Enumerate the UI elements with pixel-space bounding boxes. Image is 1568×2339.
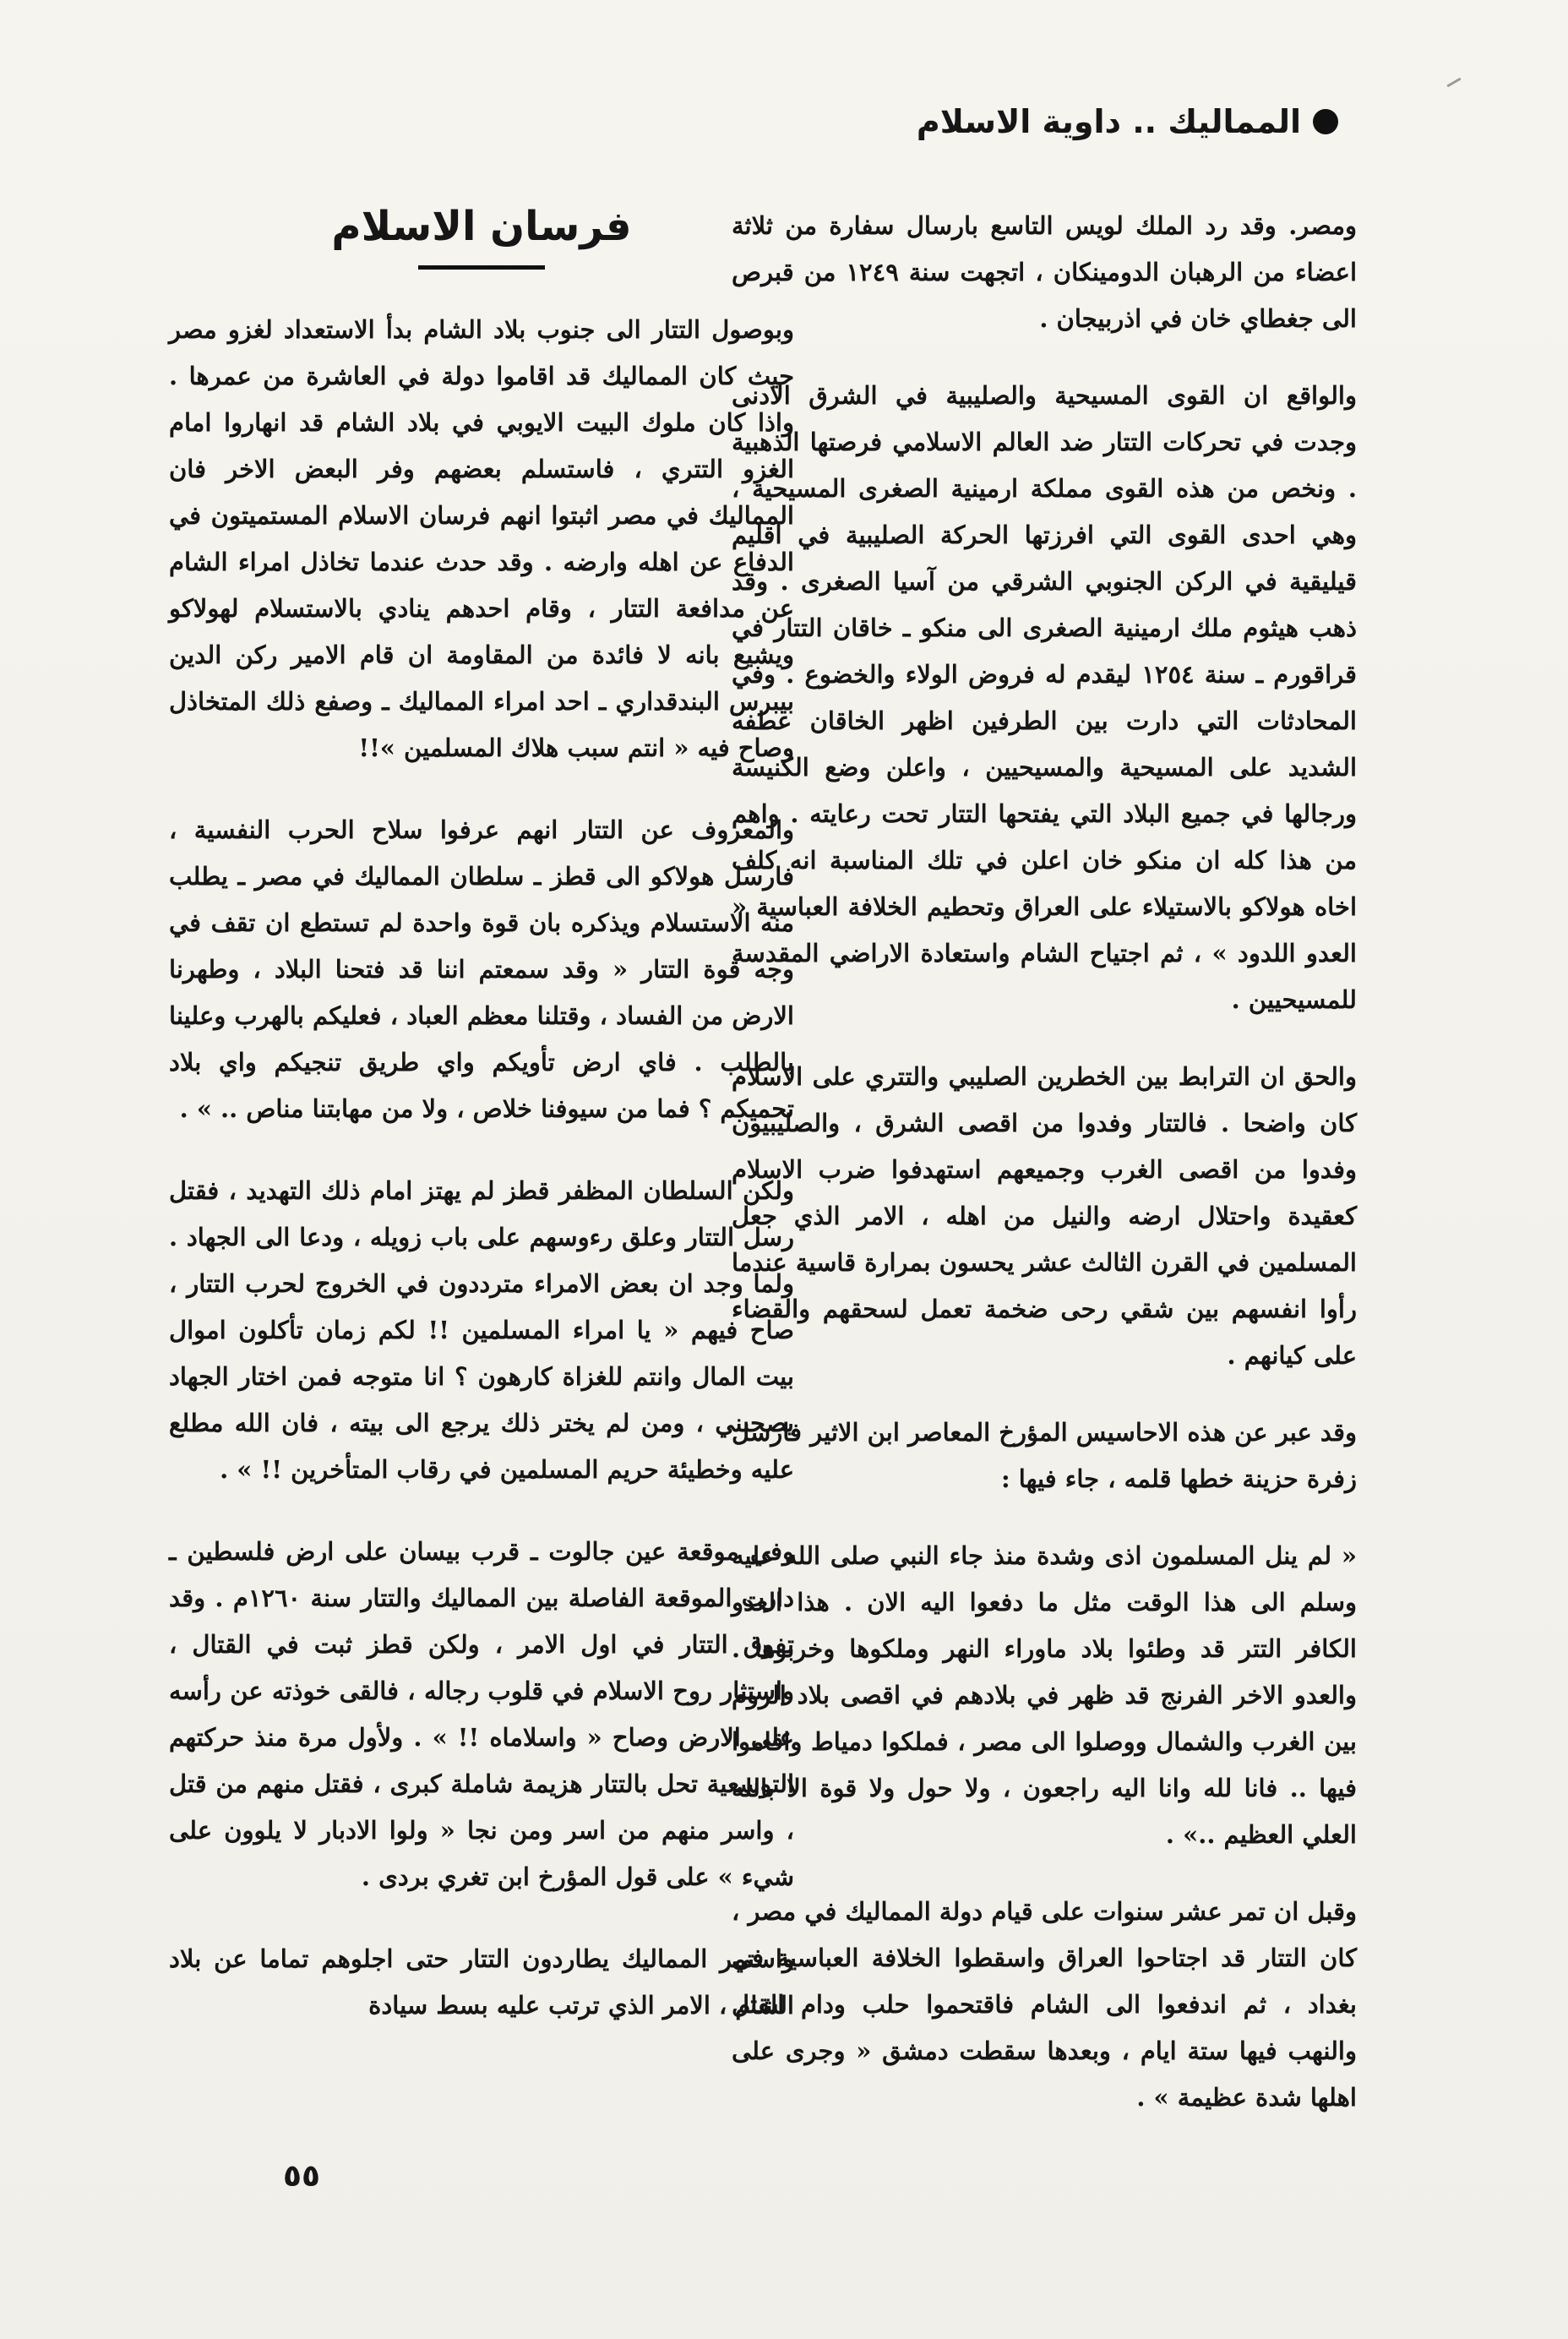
right-column	[732, 203, 1357, 2151]
paragraph: ولكن السلطان المظفر قطز لم يهتز امام ذلك التهديد ، فقتل رسل التتار وعلق رءوسهم على باب زويله ، ودعا الى الجهاد . ولما وجد ان بعض الامراء مترددون في الخروج لحرب التتار ، صاح فيهم « يا امراء المسلمين !! لكم زمان تأكلون اموال بيت المال وانتم للغزاة كارهون ؟ انا متوجه فمن اختار الجهاد يصحبني ، ومن لم يختر ذلك يرجع الى بيته ، فان الله مطلع عليه وخطيئة حريم المسلمين في رقاب المتأخرين !! » .	[169, 1176, 794, 1484]
paragraph: واستمر المماليك يطاردون التتار حتى اجلوهم تماما عن بلاد الشام ، الامر الذي ترتب عليه بسط سيادة	[169, 1944, 794, 2020]
bullet-icon	[1313, 109, 1338, 134]
paragraph: وقد عبر عن هذه الاحاسيس المؤرخ المعاصر ابن الاثير فارسل زفرة حزينة خطها قلمه ، جاء فيها :	[732, 1418, 1357, 1493]
left-column	[169, 203, 794, 2064]
running-head	[917, 103, 1338, 140]
paragraph: والواقع ان القوى المسيحية والصليبية في الشرق الادنى وجدت في تحركات التتار ضد العالم الاسلامي فرصتها الذهبية . ونخص من هذه القوى مملكة ارمينية الصغرى المسيحية ، وهي احدى القوى التي افرزتها الحركة الصليبية في اقليم قيليقية في الركن الجنوبي الشرقي من آسيا الصغرى . وقد ذهب هيثوم ملك ارمينية الصغرى الى منكو ـ خاقان التتار في قراقورم ـ سنة ١٢٥٤ ليقدم له فروض الولاء والخضوع . وفي المحادثات التي دارت بين الطرفين اظهر الخاقان عطفه الشديد على المسيحية والمسيحيين ، واعلن وضع الكنيسة ورجالها في جميع البلاد التي يفتحها التتار تحت رعايته . واهم من هذا كله ان منكو خان اعلن في تلك المناسبة انه كلف اخاه هولاكو بالاستيلاء على العراق وتحطيم الخلافة العباسية « العدو اللدود » ، ثم اجتياح الشام واستعادة الاراضي المقدسة للمسيحيين .	[732, 381, 1358, 1014]
paragraph: ومصر. وقد رد الملك لويس التاسع بارسال سفارة من ثلاثة اعضاء من الرهبان الدومينكان ، اتجهت سنة ١٢٤٩ من قبرص الى جغطاي خان في اذربيجان .	[732, 211, 1357, 333]
scan-speck	[1446, 78, 1461, 88]
running-head-text: المماليك .. داوية الاسلام	[916, 103, 1301, 140]
paragraph: وقبل ان تمر عشر سنوات على قيام دولة المماليك في مصر ، كان التتار قد اجتاحوا العراق واسقطوا الخلافة العباسية في بغداد ، ثم اندفعوا الى الشام فاقتحموا حلب ودام القتل والنهب فيها ستة ايام ، وبعدها سقطت دمشق « وجرى على اهلها شدة عظيمة » .	[732, 1897, 1357, 2112]
section-title: فرسان الاسلام	[331, 203, 632, 250]
paragraph: وفي موقعة عين جالوت ـ قرب بيسان على ارض فلسطين ـ دارت الموقعة الفاصلة بين المماليك والتتار سنة ١٢٦٠م . وقد تفوق التتار في اول الامر ، ولكن قطز ثبت في القتال ، واستثار روح الاسلام في قلوب رجاله ، فالقى خوذته عن رأسه على الارض وصاح « واسلاماه !! » . ولأول مرة منذ حركتهم التوسعية تحل بالتتار هزيمة شاملة كبرى ، فقتل منهم من قتل ، واسر منهم من اسر ومن نجا « ولوا الادبار لا يلوون على شيء » على قول المؤرخ ابن تغري بردى .	[169, 1537, 794, 1891]
paragraph: وبوصول التتار الى جنوب بلاد الشام بدأ الاستعداد لغزو مصر حيث كان المماليك قد اقاموا دولة في العاشرة من عمرها . واذا كان ملوك البيت الايوبي في بلاد الشام قد انهاروا امام الغزو التتري ، فاستسلم بعضهم وفر البعض الاخر فان المماليك في مصر اثبتوا انهم فرسان الاسلام المستميتون في الدفاع عن اهله وارضه . وقد حدث عندما تخاذل امراء الشام عن مدافعة التتار ، وقام احدهم ينادي بالاستسلام لهولاكو ويشيع بانه لا فائدة من المقاومة ان قام الامير ركن الدين بيبرس البندقداري ـ احد امراء المماليك ـ وصفع ذلك المتخاذل وصاح فيه « انتم سبب هلاك المسلمين »!!	[169, 315, 794, 762]
title-underline	[418, 265, 545, 270]
paragraph: والحق ان الترابط بين الخطرين الصليبي والتتري على الاسلام كان واضحا . فالتتار وفدوا من اقصى الشرق ، والصليبيون وفدوا من اقصى الغرب وجميعهم استهدفوا ضرب الاسلام كعقيدة واحتلال ارضه والنيل من اهله ، الامر الذي جعل المسلمين في القرن الثالث عشر يحسون بمرارة قاسية عندما رأوا انفسهم بين شقي رحى ضخمة تعمل لسحقهم والقضاء على كيانهم .	[732, 1062, 1358, 1370]
quote-paragraph: « لم ينل المسلمون اذى وشدة منذ جاء النبي صلى الله عليه وسلم الى هذا الوقت مثل ما دفعوا اليه الان . هذا العدو الكافر التتر قد وطئوا بلاد ماوراء النهر وملكوها وخربوها . والعدو الاخر الفرنج قد ظهر في بلادهم في اقصى بلاد الروم بين الغرب والشمال ووصلوا الى مصر ، فملكوا دمياط واقاموا فيها .. فانا لله وانا اليه راجعون ، ولا حول ولا قوة الا بالله العلي العظيم ..» .	[732, 1541, 1358, 1849]
page-number: ٥٥	[283, 2159, 320, 2194]
paragraph: والمعروف عن التتار انهم عرفوا سلاح الحرب النفسية ، فارسل هولاكو الى قطز ـ سلطان المماليك في مصر ـ يطلب منه الاستسلام ويذكره بان قوة واحدة لم تستطع ان تقف في وجه قوة التتار « وقد سمعتم اننا قد فتحنا البلاد ، وطهرنا الارض من الفساد ، وقتلنا معظم العباد ، فعليكم بالهرب وعلينا بالطلب . فاي ارض تأويكم واي طريق تنجيكم واي بلاد تحميكم ؟ فما من سيوفنا خلاص ، ولا من مهابتنا مناص .. » .	[169, 815, 794, 1123]
